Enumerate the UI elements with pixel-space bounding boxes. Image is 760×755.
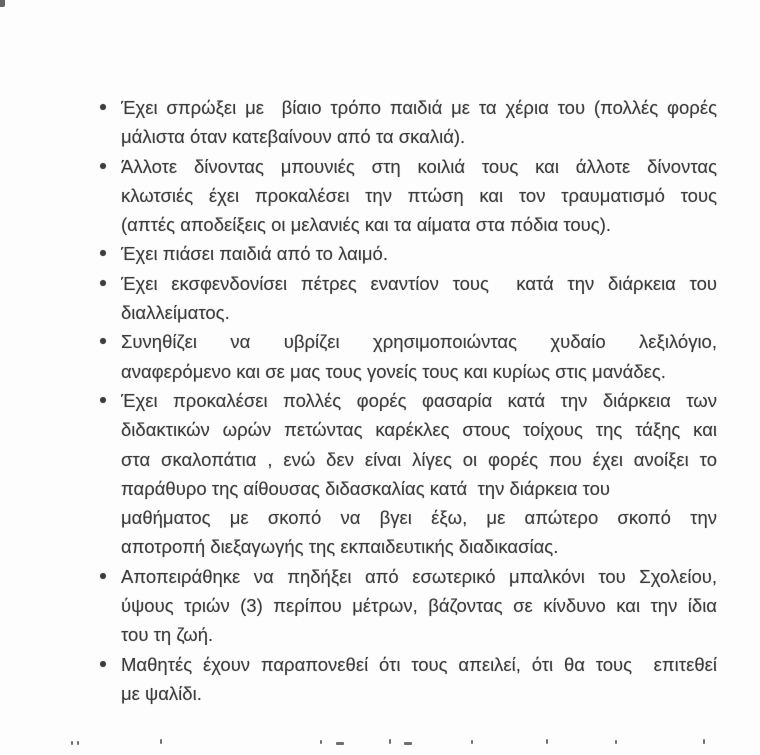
bullet-line: παράθυρο της αίθουσας διδασκαλίας κατά την διάρκεια του — [121, 477, 610, 499]
cut-off-glyph-top — [546, 739, 548, 744]
bullet-line: Έχει πιάσει παιδιά από το λαιμό. — [121, 243, 388, 265]
bullet-dot-icon — [99, 650, 121, 679]
bullet-item — [99, 152, 717, 240]
bullet-dot-icon — [99, 327, 121, 356]
cut-off-glyph-top — [703, 739, 705, 744]
bullet-line: Μαθητές έχουν παραπονεθεί ότι τους απειλεί, ότι θα τους επιτεθεί — [121, 653, 717, 675]
bullet-line: Έχει εκσφενδονίσει πέτρες εναντίον τους κατά την διάρκεια του — [121, 272, 717, 294]
bullet-dot-icon — [99, 239, 121, 268]
bullet-line: αναφερόμενο και σε μας τους γονείς τους και κυρίως στις μανάδες. — [121, 360, 666, 382]
cut-off-glyph-top — [389, 739, 391, 744]
bullet-item — [99, 269, 717, 328]
bullet-line: στα σκαλοπάτια , ενώ δεν είναι λίγες οι φορές που έχει ανοίξει το — [121, 448, 717, 470]
bullet-dot-icon — [99, 386, 121, 415]
bullet-line: Έχει σπρώξει με βίαιο τρόπο παιδιά με τα χέρια του (πολλές φορές — [121, 97, 717, 118]
bullet-dot-icon — [99, 562, 121, 591]
bullet-line: Συνηθίζει να υβρίζει χρησιμοποιώντας χυδαίο λεξιλόγιο, — [121, 331, 717, 353]
bullet-line: διαλλείματος. — [121, 302, 230, 324]
bullet-item — [99, 650, 717, 709]
bullet-line: διδακτικών ωρών πετώντας καρέκλες στους τοίχους της τάξης και — [121, 419, 717, 441]
bullet-list — [0, 93, 717, 708]
bullet-line: Αποπειράθηκε να πηδήξει από εσωτερικό μπαλκόνι του Σχολείου, — [121, 565, 717, 587]
bullet-line: μαθήματος με σκοπό να βγει έξω, με απώτερο σκοπό την — [121, 507, 717, 529]
bullet-dot-icon — [99, 269, 121, 298]
bullet-line: ύψους τριών (3) περίπου μέτρων, βάζοντας σε κίνδυνο και την ίδια — [121, 595, 717, 617]
cut-off-glyph-top — [615, 740, 617, 744]
cut-off-glyph-top — [71, 741, 73, 745]
scan-artifact-speck — [0, 0, 5, 7]
cut-off-glyph-top — [404, 742, 412, 745]
bullet-item — [99, 327, 717, 386]
bullet-line: με ψαλίδι. — [121, 682, 202, 704]
cut-off-glyph-top — [77, 741, 79, 745]
bullet-line: αποτροπή διεξαγωγής της εκπαιδευτικής διαδικασίας. — [121, 536, 559, 558]
bullet-dot-icon — [99, 152, 121, 181]
bullet-line: του τη ζωή. — [121, 624, 214, 646]
cut-off-glyph-top — [336, 742, 344, 745]
bullet-item — [99, 93, 717, 152]
bullet-line: (απτές αποδείξεις οι μελανιές και τα αίματα στα πόδια τους). — [121, 214, 611, 236]
bullet-item — [99, 562, 717, 650]
bullet-line: κλωτσιές έχει προκαλέσει την πτώση και τον τραυματισμό τους — [121, 184, 717, 206]
bullet-line: Άλλοτε δίνοντας μπουνιές στη κοιλιά τους και άλλοτε δίνοντας — [121, 155, 717, 177]
cut-off-glyph-top — [160, 739, 162, 744]
bullet-line: Έχει προκαλέσει πολλές φορές φασαρία κατά την διάρκεια των — [121, 389, 717, 411]
bullet-item — [99, 239, 717, 268]
cut-off-glyph-top — [471, 740, 473, 744]
bullet-dot-icon — [99, 93, 121, 122]
cut-off-glyph-top — [320, 740, 322, 744]
bullet-line: μάλιστα όταν κατεβαίνουν από τα σκαλιά). — [121, 126, 466, 148]
bullet-item — [99, 386, 717, 562]
